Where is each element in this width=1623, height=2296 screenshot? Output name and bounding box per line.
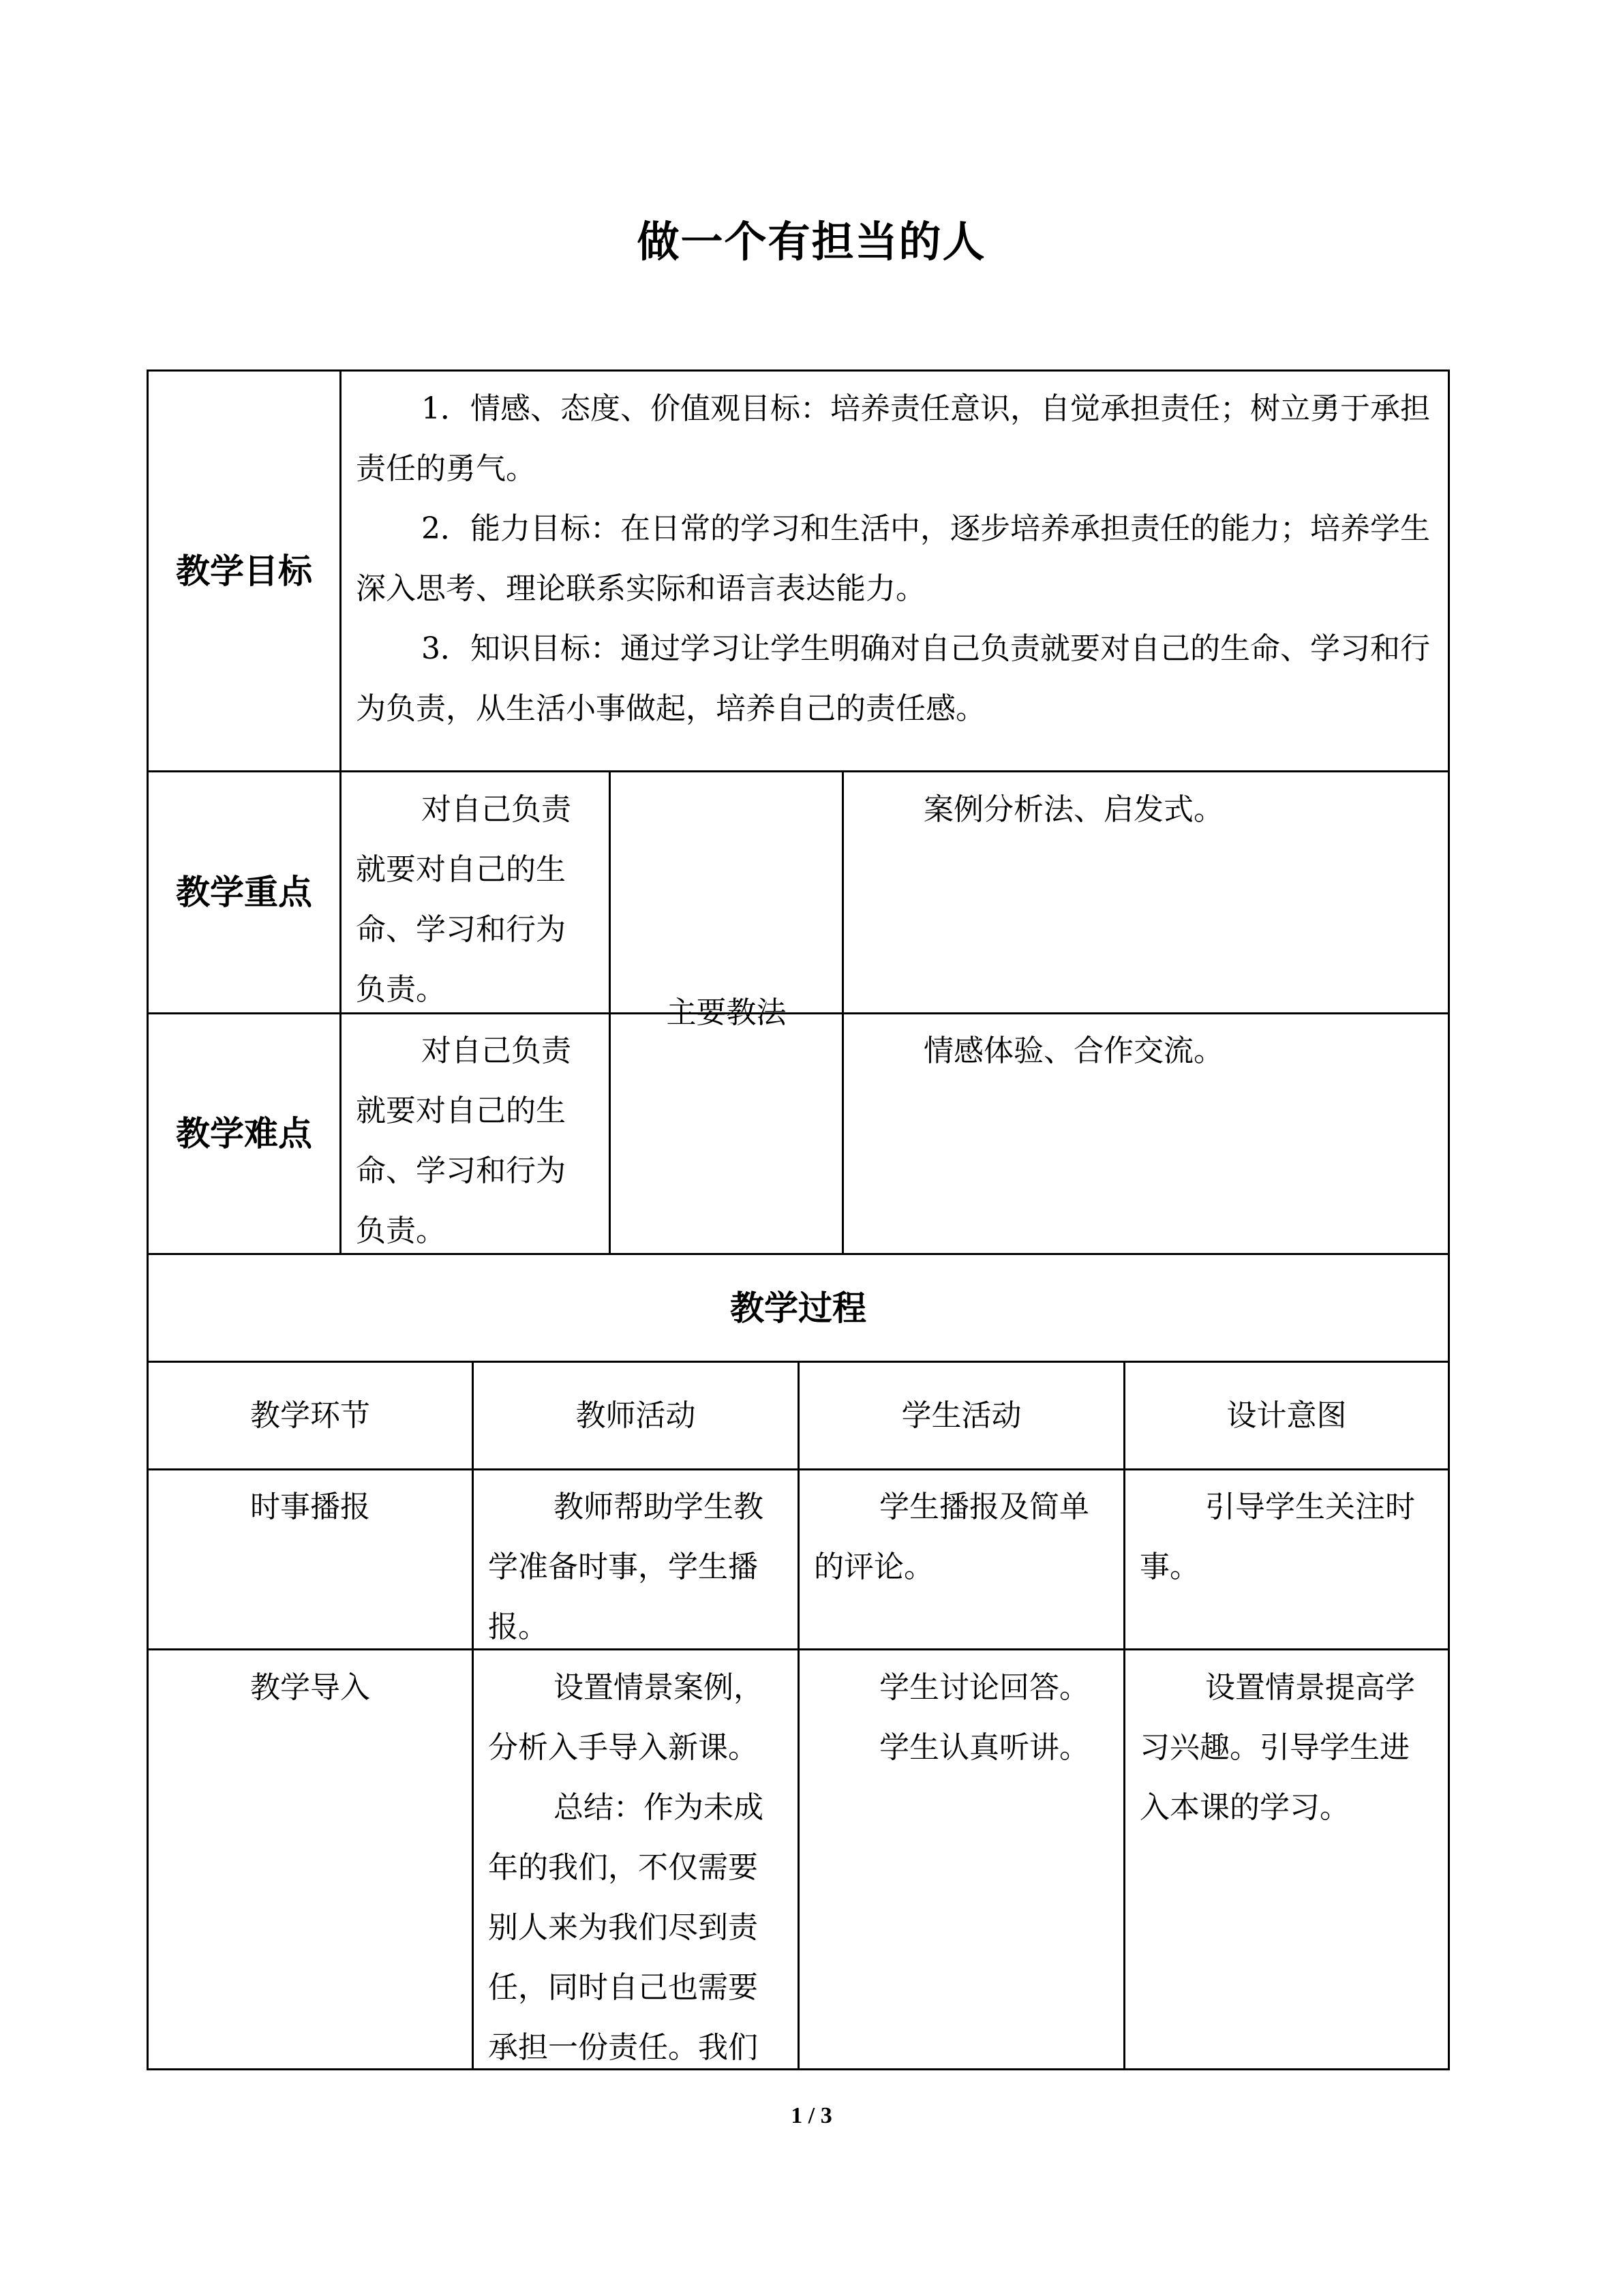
objectives-content [356, 379, 1434, 739]
difficult-points-label: 教学难点 [176, 1114, 312, 1153]
student-activity: 学生讨论回答。 [879, 1670, 1089, 1705]
key-points-label: 教学重点 [176, 873, 312, 912]
key-points-content: 对自己负责就要对自己的生命、学习和行为负责。 [356, 792, 571, 1007]
difficult-points-content: 对自己负责就要对自己的生命、学习和行为负责。 [356, 1033, 571, 1248]
row-intent [1140, 1658, 1436, 1838]
design-intent: 引导学生关注时事。 [1140, 1490, 1415, 1584]
column-header-stage: 教学环节 [250, 1398, 370, 1433]
teacher-activity: 教师帮助学生教学准备时事，学生播报。 [488, 1490, 763, 1644]
page-title: 做一个有担当的人 [637, 217, 986, 267]
row-student [814, 1658, 1110, 1778]
row-teacher [488, 1658, 785, 2078]
teacher-activity: 设置情景案例，分析入手导入新课。 [488, 1670, 763, 1765]
objective-paragraph: 2．能力目标：在日常的学习和生活中，逐步培养承担责任的能力；培养学生深入思考、理论联系实际和语言表达能力。 [356, 511, 1430, 606]
student-activity: 学生认真听讲。 [879, 1730, 1089, 1765]
row-student [814, 1477, 1110, 1597]
page-number: 1 / 3 [791, 2103, 832, 2128]
row-stage: 教学导入 [250, 1670, 370, 1705]
row-teacher [488, 1477, 785, 1657]
methods-label: 主要教法 [666, 995, 787, 1030]
process-heading: 教学过程 [730, 1288, 866, 1328]
objective-paragraph: 3．知识目标：通过学习让学生明确对自己负责就要对自己的生命、学习和行为负责，从生活小事做起，培养自己的责任感。 [356, 631, 1430, 726]
column-header-student: 学生活动 [901, 1398, 1022, 1433]
objective-paragraph: 1．情感、态度、价值观目标：培养责任意识，自觉承担责任；树立勇于承担责任的勇气。 [356, 391, 1430, 486]
objectives-label: 教学目标 [176, 551, 312, 591]
student-activity: 学生播报及简单的评论。 [814, 1490, 1089, 1584]
design-intent: 设置情景提高学习兴趣。引导学生进入本课的学习。 [1140, 1670, 1415, 1825]
row-stage: 时事播报 [250, 1490, 370, 1524]
column-header-intent: 设计意图 [1226, 1398, 1347, 1433]
row-intent [1140, 1477, 1436, 1597]
teacher-activity: 总结：作为未成年的我们，不仅需要别人来为我们尽到责任，同时自己也需要承担一份责任。我们 [488, 1790, 763, 2065]
method-1: 案例分析法、启发式。 [924, 792, 1224, 827]
method-2: 情感体验、合作交流。 [924, 1033, 1224, 1068]
column-header-teacher: 教师活动 [575, 1398, 696, 1433]
